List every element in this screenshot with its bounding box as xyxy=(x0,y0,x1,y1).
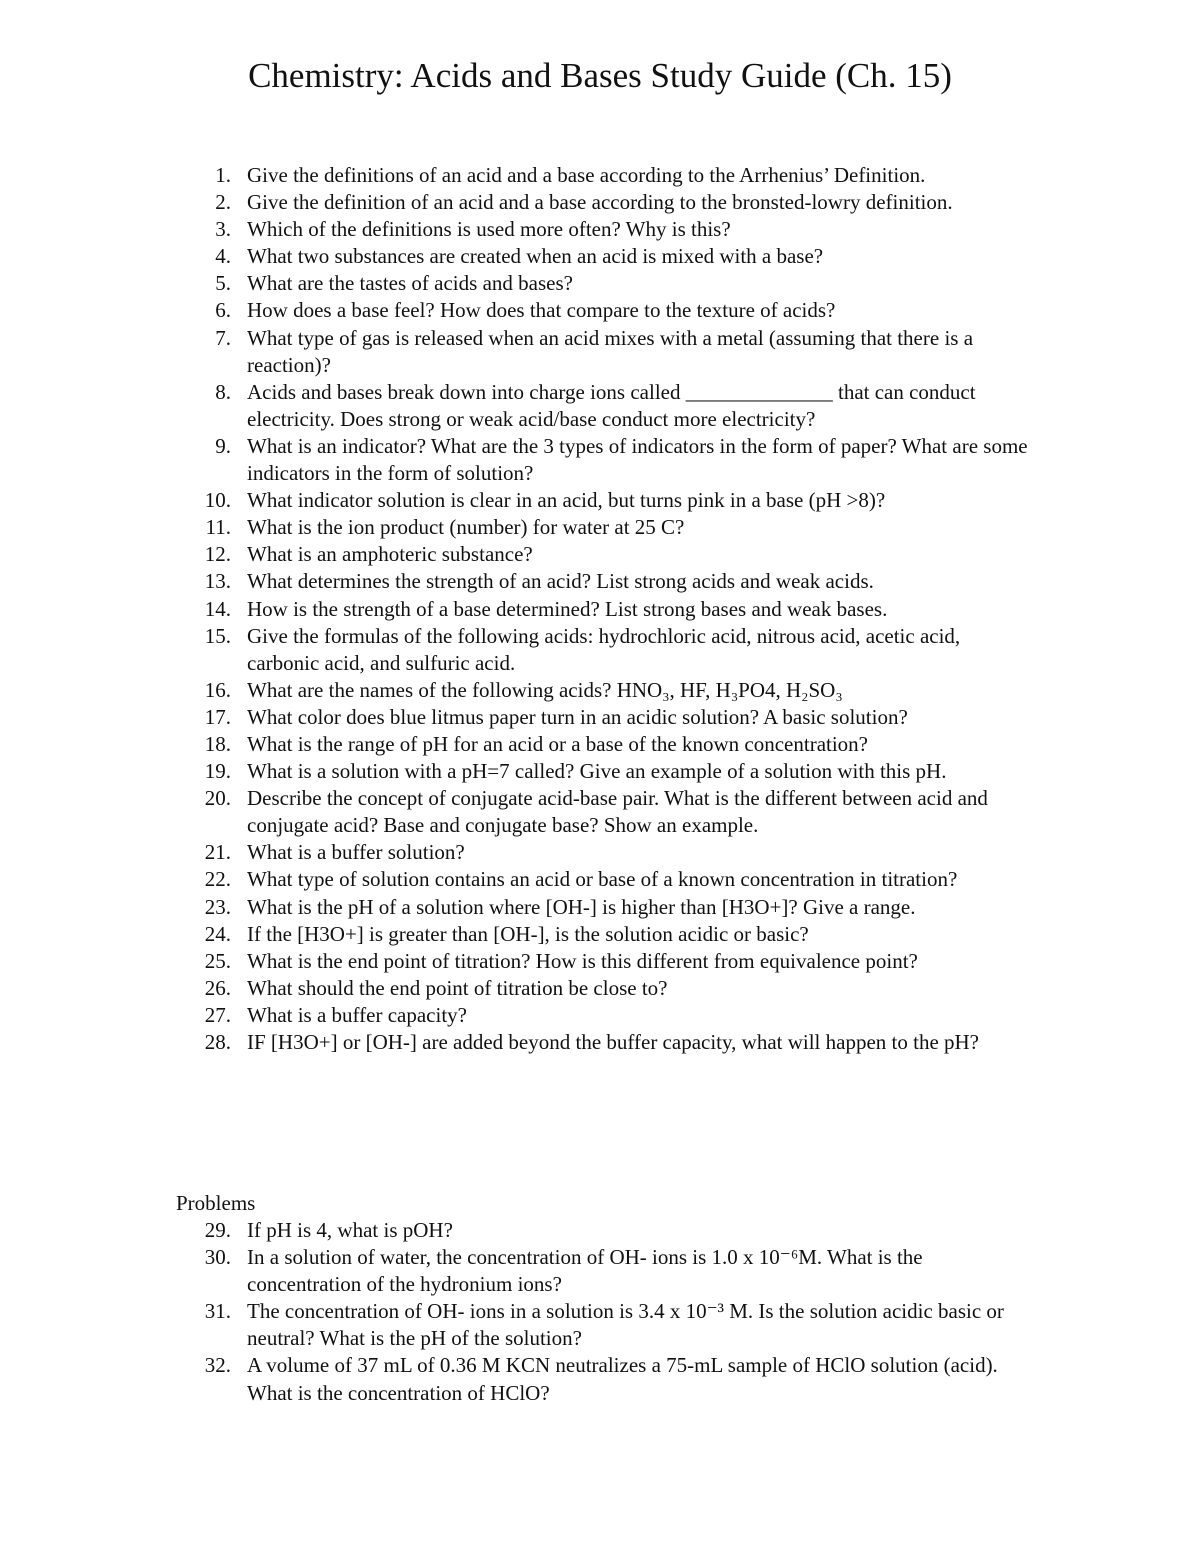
item-number: 23. xyxy=(204,894,231,919)
item-number: 13. xyxy=(204,569,231,594)
item-number: 32. xyxy=(204,1353,231,1378)
item-text: If the [H3O+] is greater than [OH-], is the solution acidic or basic? xyxy=(247,921,809,946)
item-number: 27. xyxy=(204,1002,231,1027)
item-number: 14. xyxy=(204,596,231,621)
item-text: Give the formulas of the following acids: hydrochloric acid, nitrous acid, acetic acid, carbonic acid, and sulfuric acid. xyxy=(247,623,961,675)
problems-heading: Problems xyxy=(176,1191,256,1215)
list-item xyxy=(200,1244,1030,1298)
item-text: What is the pH of a solution where [OH-] is higher than [H3O+]? Give a range. xyxy=(247,894,916,919)
list-item xyxy=(200,839,1030,866)
list-item xyxy=(200,487,1030,514)
list-item xyxy=(200,921,1030,948)
item-text: What is the end point of titration? How is this different from equivalence point? xyxy=(247,948,918,973)
list-item xyxy=(200,1029,1030,1056)
item-text: What type of solution contains an acid or base of a known concentration in titration? xyxy=(247,867,958,892)
document-title: Chemistry: Acids and Bases Study Guide (Ch. 15) xyxy=(248,56,952,95)
item-text: What are the tastes of acids and bases? xyxy=(247,271,573,296)
list-item xyxy=(200,270,1030,297)
list-item xyxy=(200,325,1030,379)
list-item xyxy=(200,243,1030,270)
list-item xyxy=(200,894,1030,921)
item-text: A volume of 37 mL of 0.36 M KCN neutralizes a 75-mL sample of HClO solution (acid). What is the concentration of HClO? xyxy=(247,1353,998,1405)
item-number: 15. xyxy=(204,623,231,648)
item-number: 24. xyxy=(204,921,231,946)
item-text: The concentration of OH- ions in a solution is 3.4 x 10⁻³ M. Is the solution acidic basic or neutral? What is the pH of the solution? xyxy=(247,1299,1004,1351)
item-number: 6. xyxy=(215,298,231,323)
list-item xyxy=(200,541,1030,568)
item-number: 28. xyxy=(204,1030,231,1054)
item-text: What should the end point of titration be close to? xyxy=(247,975,668,1000)
item-number: 17. xyxy=(204,704,231,729)
item-number: 18. xyxy=(204,731,231,756)
item-number: 11. xyxy=(205,515,231,540)
item-number: 16. xyxy=(204,677,231,702)
item-number: 8. xyxy=(215,379,231,404)
item-number: 26. xyxy=(204,975,231,1000)
item-number: 12. xyxy=(204,542,231,567)
item-text: What is a buffer capacity? xyxy=(247,1002,467,1027)
list-item xyxy=(200,514,1030,541)
item-number: 25. xyxy=(204,948,231,973)
item-text: Give the definitions of an acid and a base according to the Arrhenius’ Definition. xyxy=(247,163,926,187)
item-number: 31. xyxy=(204,1299,231,1324)
item-text: Which of the definitions is used more often? Why is this? xyxy=(247,217,731,242)
list-item xyxy=(200,568,1030,595)
list-item xyxy=(200,297,1030,324)
item-text: IF [H3O+] or [OH-] are added beyond the buffer capacity, what will happen to the pH? xyxy=(247,1030,980,1054)
list-item xyxy=(200,162,1030,189)
item-number: 9. xyxy=(215,433,231,458)
item-number: 5. xyxy=(215,271,231,296)
list-item xyxy=(200,704,1030,731)
item-text: Acids and bases break down into charge ions called ______________ that can conduct electricity. Does strong or weak acid/base conduct more electricity? xyxy=(247,379,976,431)
item-number: 7. xyxy=(215,325,231,350)
list-item xyxy=(200,379,1030,433)
list-item xyxy=(200,623,1030,677)
list-item xyxy=(200,731,1030,758)
list-item xyxy=(200,189,1030,216)
item-text: What is a buffer solution? xyxy=(247,840,465,865)
item-text: If pH is 4, what is pOH? xyxy=(247,1218,453,1242)
item-text: What is an indicator? What are the 3 types of indicators in the form of paper? What are some indicators in the form of solution? xyxy=(247,433,1028,486)
item-number: 10. xyxy=(204,488,231,513)
list-item xyxy=(200,975,1030,1002)
item-text: How does a base feel? How does that compare to the texture of acids? xyxy=(247,298,836,323)
list-item xyxy=(200,433,1030,487)
list-item xyxy=(200,1298,1030,1352)
item-number: 29. xyxy=(204,1218,231,1242)
item-number: 30. xyxy=(204,1245,231,1270)
item-number: 2. xyxy=(215,190,231,215)
item-text: What color does blue litmus paper turn in an acidic solution? A basic solution? xyxy=(247,704,908,729)
item-text: What is an amphoteric substance? xyxy=(247,542,533,567)
list-item xyxy=(200,1217,1030,1244)
item-text: What are the names of the following acids? HNO₃, HF, H₃PO4, H₂SO₃ xyxy=(247,677,843,702)
questions-list xyxy=(200,162,1030,1056)
list-item xyxy=(200,216,1030,243)
problems-list xyxy=(200,1217,1030,1407)
item-number: 22. xyxy=(204,867,231,892)
list-item xyxy=(200,596,1030,623)
list-item xyxy=(200,866,1030,893)
item-number: 21. xyxy=(204,840,231,865)
item-number: 3. xyxy=(215,217,231,242)
item-number: 19. xyxy=(204,759,231,784)
list-item xyxy=(200,785,1030,839)
list-item xyxy=(200,758,1030,785)
item-number: 4. xyxy=(215,244,231,269)
list-item xyxy=(200,1352,1030,1406)
item-text: Describe the concept of conjugate acid-base pair. What is the different between acid and conjugate acid? Base and conjugate base? Show an example. xyxy=(247,786,988,838)
item-text: What is a solution with a pH=7 called? Give an example of a solution with this pH. xyxy=(247,759,947,784)
item-text: What type of gas is released when an acid mixes with a metal (assuming that there is a reaction)? xyxy=(247,325,974,377)
item-text: Give the definition of an acid and a base according to the bronsted-lowry definition. xyxy=(247,190,953,215)
item-text: How is the strength of a base determined? List strong bases and weak bases. xyxy=(247,596,888,621)
item-text: In a solution of water, the concentration of OH- ions is 1.0 x 10⁻⁶M. What is the concentration of the hydronium ions? xyxy=(247,1245,923,1297)
item-text: What two substances are created when an acid is mixed with a base? xyxy=(247,244,824,269)
list-item xyxy=(200,948,1030,975)
item-number: 20. xyxy=(204,786,231,811)
item-number: 1. xyxy=(215,163,231,187)
item-text: What is the ion product (number) for water at 25 C? xyxy=(247,515,685,540)
item-text: What indicator solution is clear in an acid, but turns pink in a base (pH >8)? xyxy=(247,488,886,513)
item-text: What is the range of pH for an acid or a base of the known concentration? xyxy=(247,731,869,756)
list-item xyxy=(200,677,1030,704)
item-text: What determines the strength of an acid? List strong acids and weak acids. xyxy=(247,569,874,594)
list-item xyxy=(200,1002,1030,1029)
